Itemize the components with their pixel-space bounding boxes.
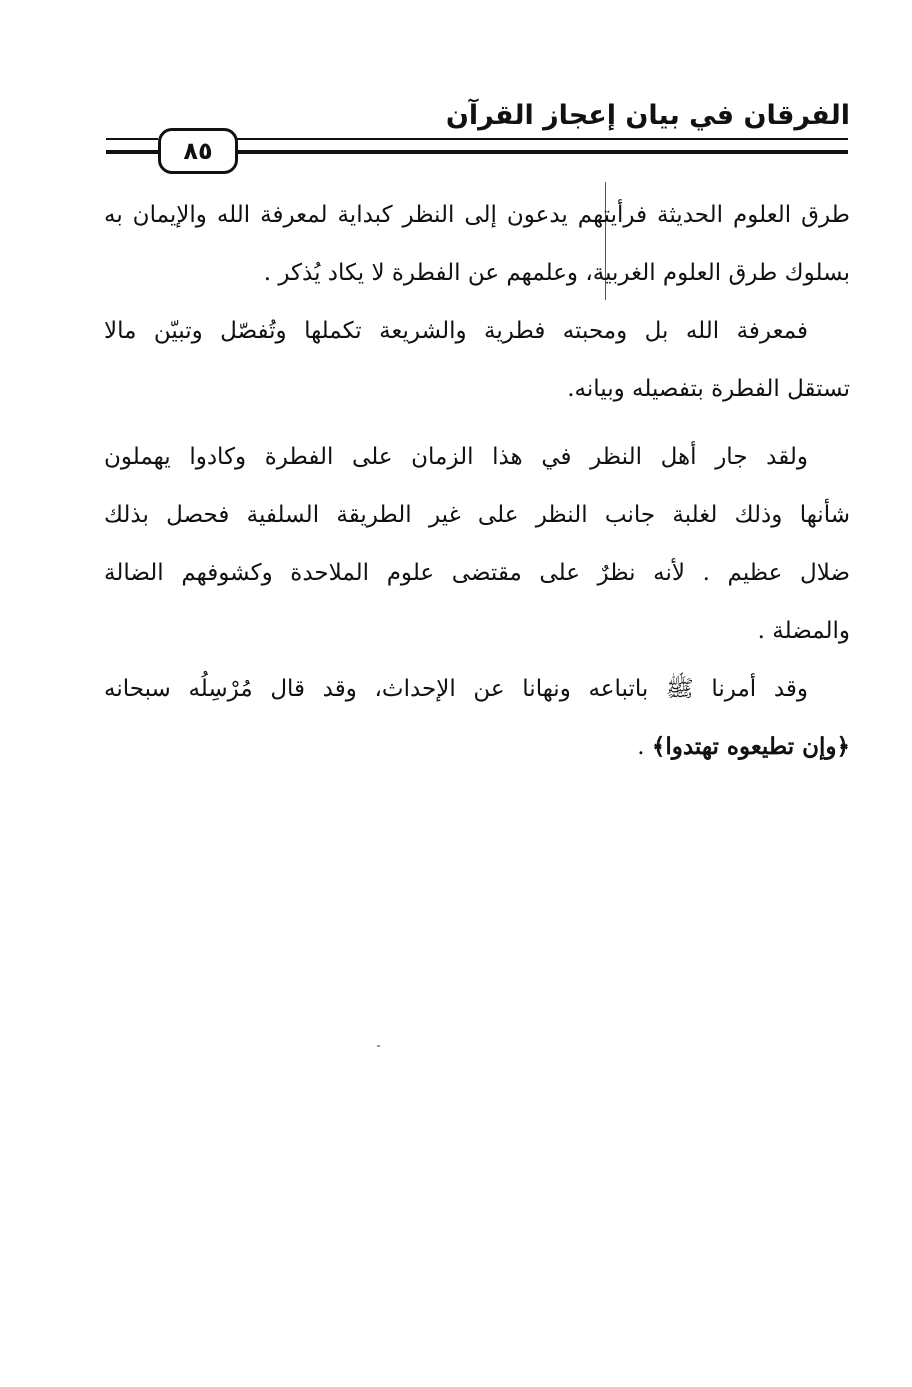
header-rule-left-top — [106, 138, 158, 140]
paragraph-gap — [104, 418, 850, 428]
verse-end-punctuation: . — [637, 734, 652, 760]
page-header — [100, 92, 850, 182]
paragraph-1-line-2: بسلوك طرق العلوم الغربية، وعلمهم عن الفطرة لا يكاد يُذكر . — [263, 260, 850, 286]
paragraph-3-line-2: شأنها وذلك لغلبة جانب النظر على غير الطريقة السلفية فحصل بذلك — [104, 502, 850, 528]
header-rule-top — [236, 138, 848, 140]
header-rule-left-bottom — [106, 150, 158, 154]
paragraph-1-line-1: طرق العلوم الحديثة فرأيتهم يدعون إلى النظر كبداية لمعرفة الله والإيمان به — [104, 202, 850, 228]
paragraph-2-line-2: تستقل الفطرة بتفصيله وبيانه. — [567, 376, 850, 402]
header-rule-bottom — [236, 150, 848, 154]
book-title: الفرقان في بيان إعجاز القرآن — [445, 100, 850, 131]
paragraph-2-line-1: فمعرفة الله بل ومحبته فطرية والشريعة تكملها وتُفصّل وتبيّن مالا — [104, 318, 808, 344]
page-number: ٨٥ — [158, 128, 238, 174]
paragraph-3-line-3: ضلال عظيم . لأنه نظرٌ على مقتضى علوم الملاحدة وكشوفهم الضالة — [104, 560, 850, 586]
verse-line — [104, 718, 850, 776]
quran-verse: ﴿وإن تطيعوه تهتدوا﴾ — [651, 733, 850, 760]
paragraph-3-line-4: والمضلة . — [757, 618, 850, 644]
paragraph-4-line-1: وقد أمرنا ﷺ باتباعه ونهانا عن الإحداث، وقد قال مُرْسِلُه سبحانه — [104, 676, 808, 702]
scan-speck — [377, 1045, 380, 1047]
page-body — [104, 186, 850, 776]
paragraph-3-line-1: ولقد جار أهل النظر في هذا الزمان على الفطرة وكادوا يهملون — [104, 444, 808, 470]
